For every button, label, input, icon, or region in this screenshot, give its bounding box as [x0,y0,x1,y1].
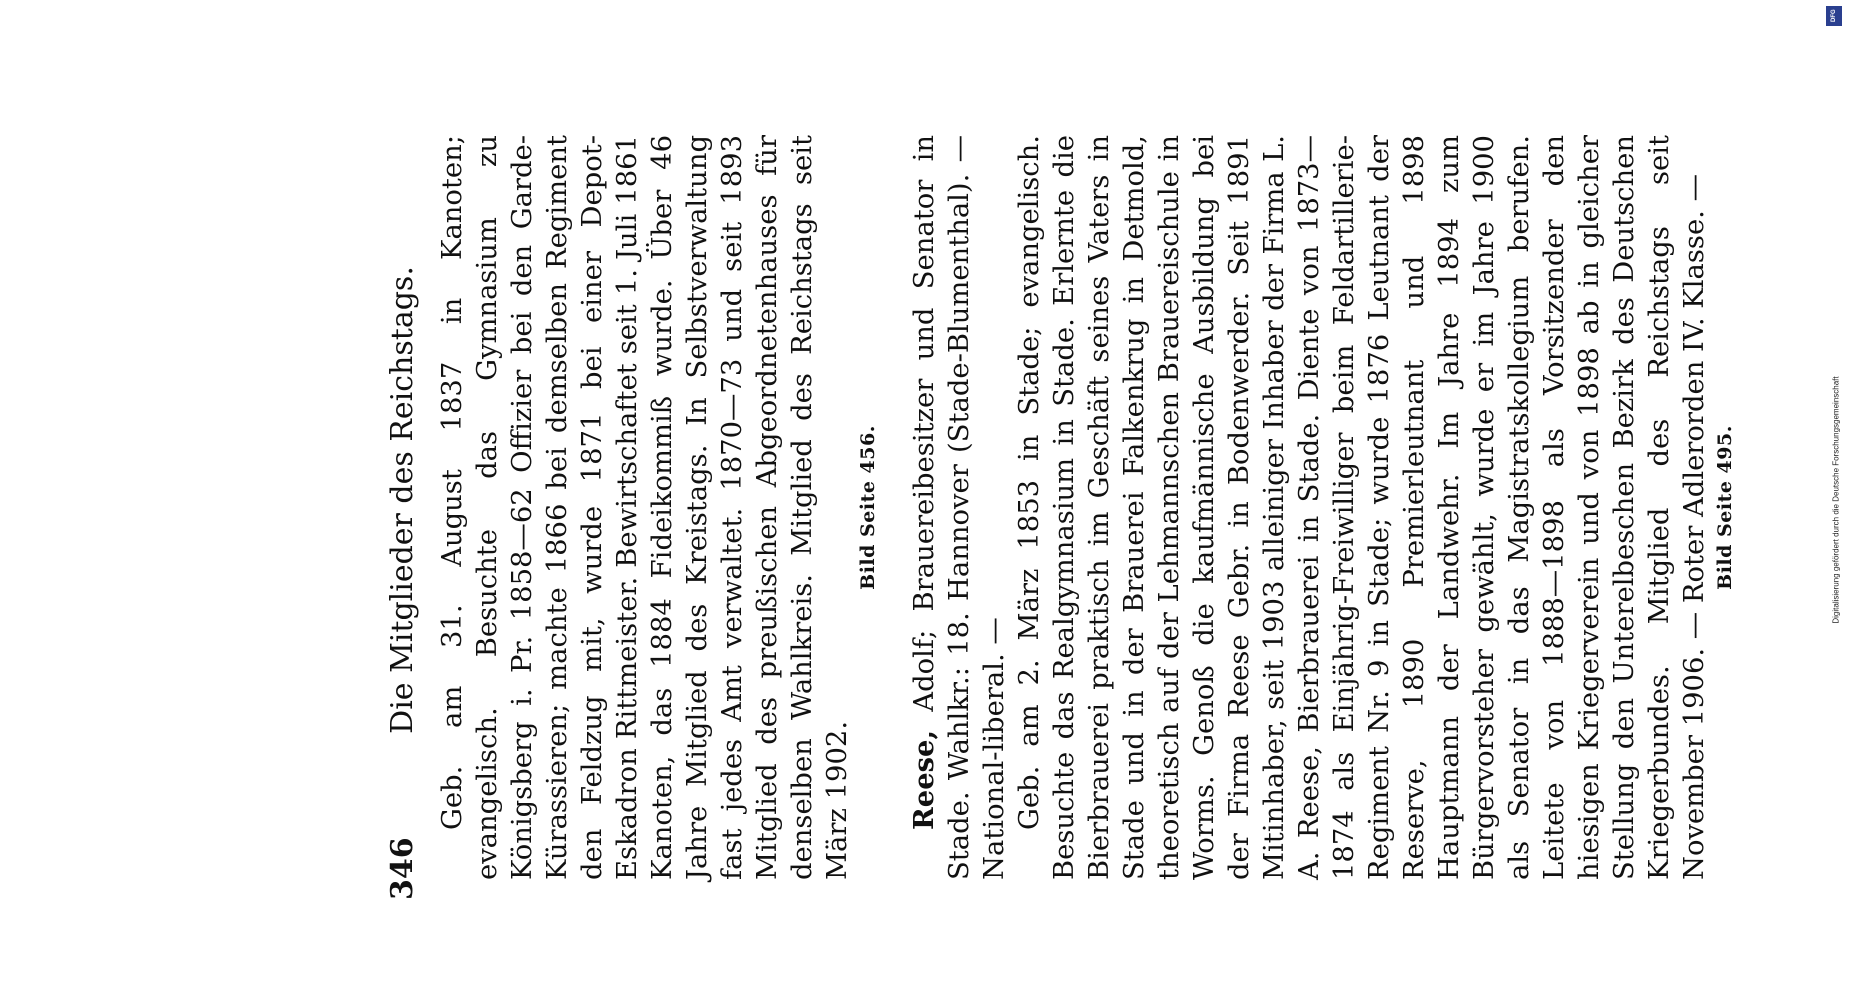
member-name: Reese, [907,730,940,830]
page-title: Die Mitglieder des Reichstags. [384,266,420,734]
running-header [383,100,423,900]
image-reference: Bild Seite 456. [856,425,879,590]
member-intro: Adolf; Brauereibesitzer und Senator in Stade. Wahlkr.: 18. Hannover (Stade-Blumenthal). — National-liberal. — [908,135,1010,880]
dfg-logo-icon: DFG [1826,6,1842,26]
page-number: 346 [384,837,420,900]
digitization-credit: Digitalisierung gefördert durch die Deutsche Forschungsgemeinschaft [1831,376,1841,624]
document-page [207,60,1736,940]
page-body [433,135,1764,880]
image-reference: Bild Seite 495. [1713,425,1736,590]
entry-2-paragraph: Geb. am 2. März 1853 in Stade; evangelisch. Besuchte das Realgymnasium in Stade. Erlernte die Bierbrauerei praktisch im Geschäft seines Vaters in Stade und in der Brauerei Falkenkrug in Detmold, theoretisch auf der Lehmannschen Brauereischule in Worms. Genoß die kaufmännische Ausbildung bei der Firma Reese Gebr. in Bodenwerder. Seit 1891 Mitinhaber, seit 1903 alleiniger Inhaber der Firma L. A. Reese, Bierbrauerei in Stade. Diente von 1873—1874 als Einjährig-Freiwilliger beim Feldartillerie-Regiment Nr. 9 in Stade; wurde 1876 Leutnant der Reserve, 1890 Premierleutnant und 1898 Hauptmann der Landwehr. Im Jahre 1894 zum Bürgervorsteher gewählt, wurde er im Jahre 1900 als Senator in das Magistratskollegium berufen. Leitete von 1888—1898 als Vorsitzender den hiesigen Kriegerverein und von 1898 ab in gleicher Stellung den Unterelbeschen Bezirk des Deutschen Kriegerbundes. Mitglied des Reichstags seit November 1906. — Roter Adlerorden IV. Klasse. — [1013,135,1710,880]
entry-1-paragraph: Geb. am 31. August 1837 in Kanoten; evangelisch. Besuchte das Gymnasium zu Königsberg i. Pr. 1858—62 Offizier bei den Garde-Kürassieren; machte 1866 bei demselben Regiment den Feldzug mit, wurde 1871 bei einer Depot-Eskadron Rittmeister. Bewirtschaftet seit 1. Juli 1861 Kanoten, das 1884 Fideikommiß wurde. Über 46 Jahre Mitglied des Kreistags. In Selbstverwaltung fast jedes Amt verwaltet. 1870—73 und seit 1893 Mitglied des preußischen Abgeordnetenhauses für denselben Wahlkreis. Mitglied des Reichstags seit März 1902. [436,135,853,880]
entry-2-heading [907,135,1012,880]
